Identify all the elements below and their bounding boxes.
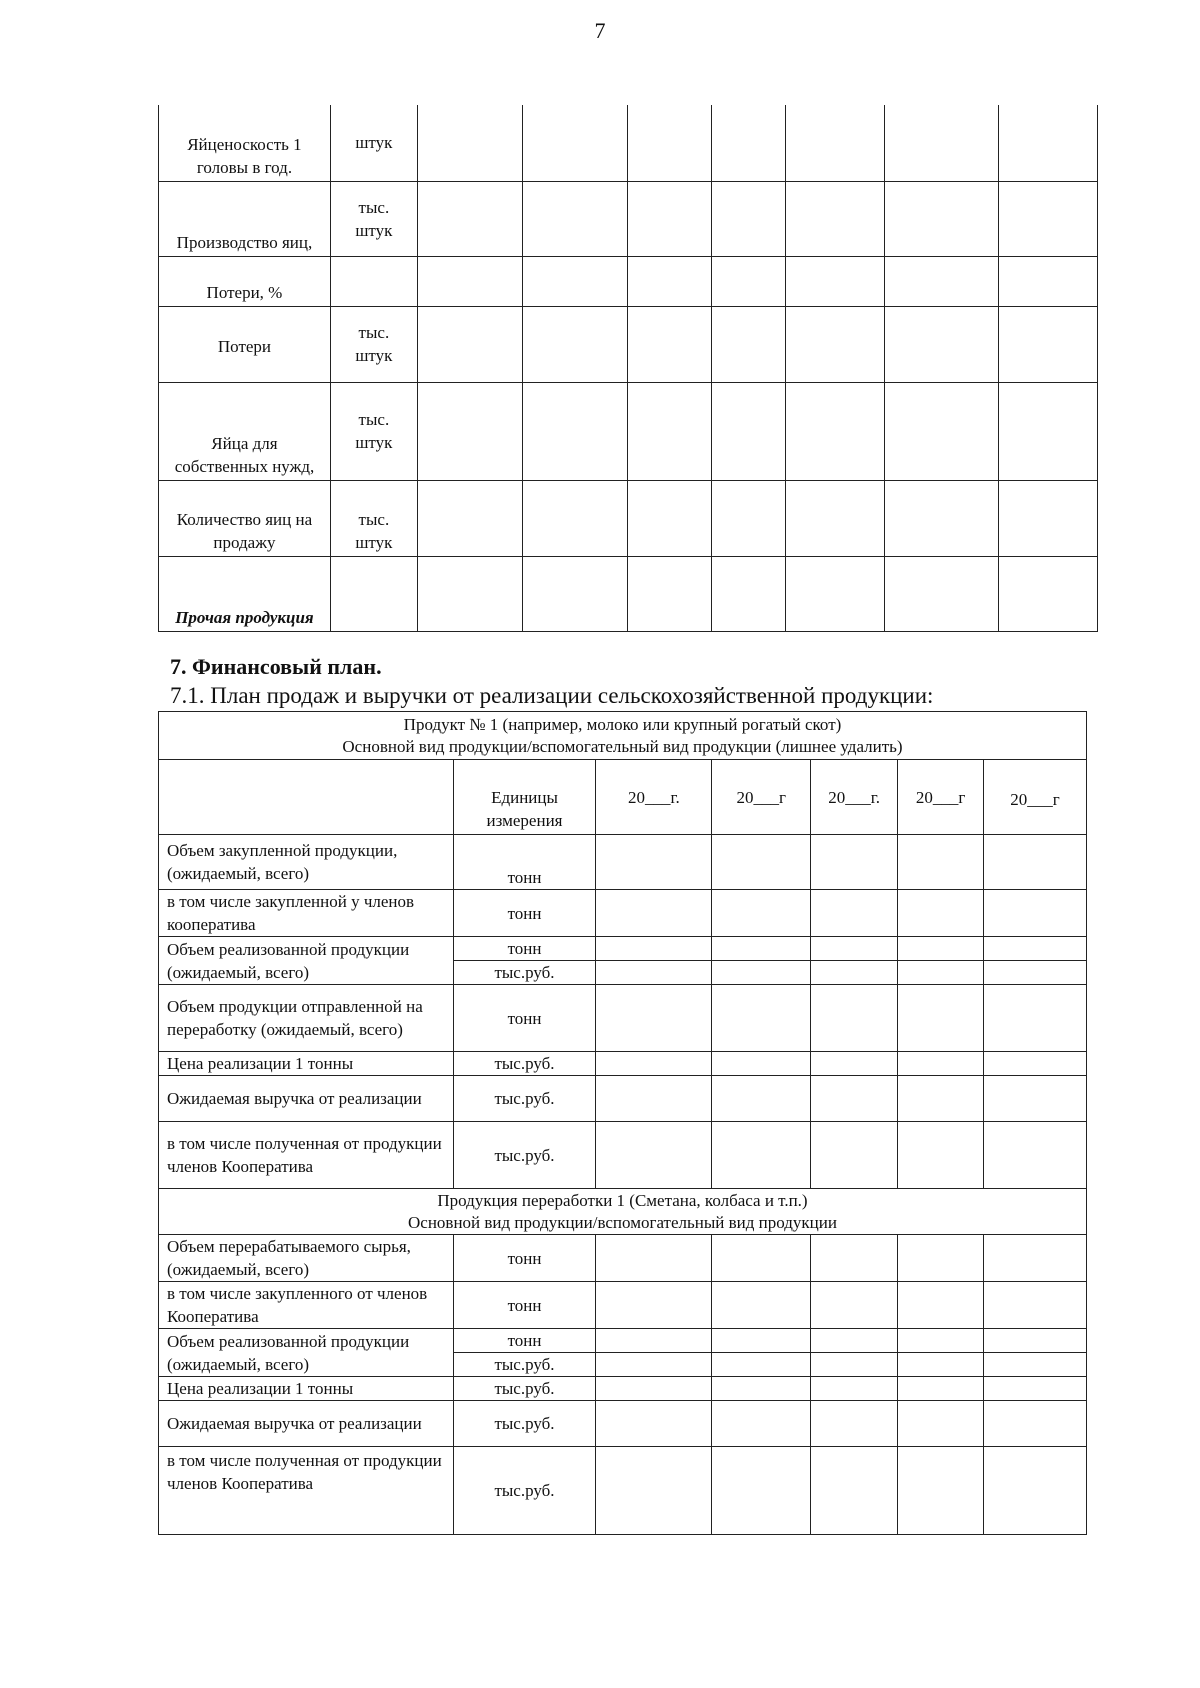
row-label: в том числе закупленного от членов Кооператива xyxy=(159,1282,454,1329)
value-cell[interactable] xyxy=(885,306,999,382)
value-cell[interactable] xyxy=(885,382,999,480)
table-row xyxy=(159,1076,1087,1122)
unit-cell: тыс.руб. xyxy=(453,1353,596,1377)
value-cell[interactable] xyxy=(999,306,1098,382)
value-cell[interactable] xyxy=(417,256,522,306)
value-cell[interactable] xyxy=(596,985,712,1052)
value-cell[interactable] xyxy=(627,105,712,181)
value-cell[interactable] xyxy=(596,1447,712,1535)
row-label: в том числе полученная от продукции членов Кооператива xyxy=(159,1122,454,1189)
value-cell[interactable] xyxy=(712,256,786,306)
value-cell[interactable] xyxy=(712,890,811,937)
row-label: Потери, % xyxy=(159,256,331,306)
table-row xyxy=(159,1052,1087,1076)
row-label: Цена реализации 1 тонны xyxy=(159,1052,454,1076)
value-cell[interactable] xyxy=(999,105,1098,181)
unit-cell: тыс.руб. xyxy=(453,1122,596,1189)
value-cell[interactable] xyxy=(898,1401,984,1447)
value-cell[interactable] xyxy=(999,480,1098,556)
value-cell[interactable] xyxy=(898,890,984,937)
value-cell[interactable] xyxy=(885,256,999,306)
value-cell[interactable] xyxy=(596,1052,712,1076)
value-cell[interactable] xyxy=(596,1235,712,1282)
value-cell[interactable] xyxy=(811,937,898,961)
value-cell[interactable] xyxy=(999,556,1098,631)
value-cell[interactable] xyxy=(712,382,786,480)
value-cell[interactable] xyxy=(786,105,885,181)
unit-cell: тонн xyxy=(453,1235,596,1282)
value-cell[interactable] xyxy=(984,1235,1087,1282)
unit-cell: тыс.руб. xyxy=(453,961,596,985)
value-cell[interactable] xyxy=(984,1377,1087,1401)
value-cell[interactable] xyxy=(712,1353,811,1377)
value-cell[interactable] xyxy=(885,556,999,631)
table-row xyxy=(159,1447,1087,1535)
value-cell[interactable] xyxy=(984,1052,1087,1076)
unit-cell: тыс.руб. xyxy=(453,1377,596,1401)
page-number: 7 xyxy=(594,18,606,43)
value-cell[interactable] xyxy=(596,961,712,985)
table-row xyxy=(159,1377,1087,1401)
value-cell[interactable] xyxy=(811,1282,898,1329)
value-cell[interactable] xyxy=(712,985,811,1052)
value-cell[interactable] xyxy=(811,1052,898,1076)
year-header[interactable]: 20___г xyxy=(898,760,984,835)
table-row xyxy=(159,1401,1087,1447)
value-cell[interactable] xyxy=(712,1377,811,1401)
value-cell[interactable] xyxy=(712,1235,811,1282)
table-row xyxy=(159,1122,1087,1189)
unit-cell: тыс.руб. xyxy=(453,1076,596,1122)
value-cell[interactable] xyxy=(898,1282,984,1329)
finance-table xyxy=(158,711,1087,1535)
value-cell[interactable] xyxy=(984,835,1087,890)
row-label: Ожидаемая выручка от реализации xyxy=(159,1076,454,1122)
value-cell[interactable] xyxy=(712,937,811,961)
value-cell[interactable] xyxy=(898,937,984,961)
value-cell[interactable] xyxy=(522,181,627,256)
unit-cell: тонн xyxy=(453,985,596,1052)
value-cell[interactable] xyxy=(712,1282,811,1329)
value-cell[interactable] xyxy=(596,1282,712,1329)
value-cell[interactable] xyxy=(811,1329,898,1353)
value-cell[interactable] xyxy=(596,1353,712,1377)
value-cell[interactable] xyxy=(898,1329,984,1353)
value-cell[interactable] xyxy=(786,256,885,306)
row-label: в том числе полученная от продукции членов Кооператива xyxy=(159,1447,454,1535)
value-cell[interactable] xyxy=(522,105,627,181)
table-row xyxy=(159,306,1098,382)
product-header xyxy=(159,712,1087,760)
row-label: Производство яиц, xyxy=(159,181,331,256)
row-label: Количество яиц на продажу xyxy=(159,480,331,556)
value-cell[interactable] xyxy=(984,1401,1087,1447)
value-cell[interactable] xyxy=(811,1401,898,1447)
value-cell[interactable] xyxy=(984,1122,1087,1189)
value-cell[interactable] xyxy=(417,181,522,256)
value-cell[interactable] xyxy=(627,306,712,382)
unit-cell: тыс.руб. xyxy=(453,1401,596,1447)
table-row xyxy=(159,556,1098,631)
row-label: Прочая продукция xyxy=(159,556,331,631)
value-cell[interactable] xyxy=(898,835,984,890)
year-header[interactable]: 20___г xyxy=(712,760,811,835)
value-cell[interactable] xyxy=(596,1122,712,1189)
value-cell[interactable] xyxy=(898,1447,984,1535)
row-label: Потери xyxy=(159,306,331,382)
unit-cell: тонн xyxy=(453,1329,596,1353)
unit-cell: тыс. штук xyxy=(330,306,417,382)
table-row xyxy=(159,382,1098,480)
processing-header-line2: Основной вид продукции/вспомогательный вид продукции xyxy=(408,1212,837,1232)
value-cell[interactable] xyxy=(999,181,1098,256)
year-header[interactable]: 20___г. xyxy=(596,760,712,835)
row-label: Объем реализованной продукции (ожидаемый, всего) xyxy=(159,937,454,985)
value-cell[interactable] xyxy=(898,1235,984,1282)
value-cell[interactable] xyxy=(712,1401,811,1447)
value-cell[interactable] xyxy=(984,890,1087,937)
value-cell[interactable] xyxy=(984,961,1087,985)
table-row xyxy=(159,1189,1087,1235)
value-cell[interactable] xyxy=(811,985,898,1052)
value-cell[interactable] xyxy=(786,480,885,556)
value-cell[interactable] xyxy=(712,1447,811,1535)
table-row xyxy=(159,105,1098,181)
value-cell[interactable] xyxy=(885,105,999,181)
unit-cell: тыс. штук xyxy=(330,382,417,480)
value-cell[interactable] xyxy=(999,256,1098,306)
value-cell[interactable] xyxy=(984,985,1087,1052)
unit-cell: тонн xyxy=(453,1282,596,1329)
value-cell[interactable] xyxy=(811,1076,898,1122)
value-cell[interactable] xyxy=(596,1329,712,1353)
value-cell[interactable] xyxy=(712,835,811,890)
value-cell[interactable] xyxy=(786,556,885,631)
processing-header xyxy=(159,1189,1087,1235)
value-cell[interactable] xyxy=(712,961,811,985)
value-cell[interactable] xyxy=(712,1076,811,1122)
value-cell[interactable] xyxy=(811,890,898,937)
header-row xyxy=(159,760,1087,835)
table-row xyxy=(159,480,1098,556)
value-cell[interactable] xyxy=(627,382,712,480)
value-cell[interactable] xyxy=(712,1122,811,1189)
row-label: в том числе закупленной у членов кооператива xyxy=(159,890,454,937)
table-row xyxy=(159,181,1098,256)
value-cell[interactable] xyxy=(898,1377,984,1401)
value-cell[interactable] xyxy=(627,556,712,631)
value-cell[interactable] xyxy=(712,556,786,631)
processing-header-line1: Продукция переработки 1 (Сметана, колбаса и т.п.) xyxy=(437,1190,808,1210)
value-cell[interactable] xyxy=(522,556,627,631)
unit-header: Единицы измерения xyxy=(453,760,596,835)
unit-cell: тонн xyxy=(453,890,596,937)
value-cell[interactable] xyxy=(712,480,786,556)
value-cell[interactable] xyxy=(984,1447,1087,1535)
value-cell[interactable] xyxy=(898,1052,984,1076)
table-row xyxy=(159,937,1087,961)
value-cell[interactable] xyxy=(811,1122,898,1189)
value-cell[interactable] xyxy=(885,181,999,256)
year-header[interactable]: 20___г xyxy=(984,760,1087,835)
value-cell[interactable] xyxy=(712,1052,811,1076)
row-label: Объем закупленной продукции, (ожидаемый, всего) xyxy=(159,835,454,890)
table-row xyxy=(159,1235,1087,1282)
empty-header-cell xyxy=(159,760,454,835)
livestock-table xyxy=(158,105,1098,632)
value-cell[interactable] xyxy=(811,1377,898,1401)
value-cell[interactable] xyxy=(627,181,712,256)
value-cell[interactable] xyxy=(417,105,522,181)
value-cell[interactable] xyxy=(596,1401,712,1447)
unit-cell: тонн xyxy=(453,835,596,890)
row-label: Цена реализации 1 тонны xyxy=(159,1377,454,1401)
value-cell[interactable] xyxy=(596,890,712,937)
unit-cell: тыс.руб. xyxy=(453,1052,596,1076)
value-cell[interactable] xyxy=(786,181,885,256)
value-cell[interactable] xyxy=(984,1282,1087,1329)
value-cell[interactable] xyxy=(417,306,522,382)
value-cell[interactable] xyxy=(898,1353,984,1377)
value-cell[interactable] xyxy=(596,835,712,890)
value-cell[interactable] xyxy=(522,382,627,480)
value-cell[interactable] xyxy=(596,1377,712,1401)
section-title: 7. Финансовый план. xyxy=(170,654,382,679)
value-cell[interactable] xyxy=(786,382,885,480)
unit-cell: тыс. штук xyxy=(330,181,417,256)
unit-cell: тыс.руб. xyxy=(453,1447,596,1535)
value-cell[interactable] xyxy=(596,1076,712,1122)
value-cell[interactable] xyxy=(522,480,627,556)
table-row xyxy=(159,1329,1087,1353)
value-cell[interactable] xyxy=(417,556,522,631)
value-cell[interactable] xyxy=(898,1076,984,1122)
value-cell[interactable] xyxy=(811,1447,898,1535)
value-cell[interactable] xyxy=(712,181,786,256)
value-cell[interactable] xyxy=(596,937,712,961)
year-header[interactable]: 20___г. xyxy=(811,760,898,835)
row-label: Объем перерабатываемого сырья, (ожидаемый, всего) xyxy=(159,1235,454,1282)
row-label: Яйценоскость 1 головы в год. xyxy=(159,105,331,181)
section-subtitle: 7.1. План продаж и выручки от реализации сельскохозяйственной продукции: xyxy=(170,683,934,708)
unit-cell: тонн xyxy=(453,937,596,961)
value-cell[interactable] xyxy=(522,306,627,382)
value-cell[interactable] xyxy=(627,256,712,306)
unit-cell: тыс. штук xyxy=(330,480,417,556)
value-cell[interactable] xyxy=(417,382,522,480)
unit-cell xyxy=(330,556,417,631)
value-cell[interactable] xyxy=(522,256,627,306)
value-cell[interactable] xyxy=(885,480,999,556)
value-cell[interactable] xyxy=(786,306,885,382)
value-cell[interactable] xyxy=(898,1122,984,1189)
table-row xyxy=(159,985,1087,1052)
table-row xyxy=(159,1282,1087,1329)
product-header-line1: Продукт № 1 (например, молоко или крупный рогатый скот) xyxy=(403,714,842,734)
unit-cell xyxy=(330,256,417,306)
value-cell[interactable] xyxy=(984,1353,1087,1377)
value-cell[interactable] xyxy=(898,985,984,1052)
unit-cell: штук xyxy=(330,105,417,181)
table-row xyxy=(159,256,1098,306)
table-row xyxy=(159,890,1087,937)
value-cell[interactable] xyxy=(712,306,786,382)
row-label: Объем реализованной продукции (ожидаемый, всего) xyxy=(159,1329,454,1377)
value-cell[interactable] xyxy=(417,480,522,556)
value-cell[interactable] xyxy=(811,1235,898,1282)
value-cell[interactable] xyxy=(811,835,898,890)
row-label: Объем продукции отправленной на переработку (ожидаемый, всего) xyxy=(159,985,454,1052)
row-label: Яйца для собственных нужд, xyxy=(159,382,331,480)
table-row xyxy=(159,835,1087,890)
value-cell[interactable] xyxy=(712,105,786,181)
value-cell[interactable] xyxy=(712,1329,811,1353)
value-cell[interactable] xyxy=(811,961,898,985)
value-cell[interactable] xyxy=(984,1329,1087,1353)
value-cell[interactable] xyxy=(811,1353,898,1377)
value-cell[interactable] xyxy=(627,480,712,556)
table-row xyxy=(159,712,1087,760)
value-cell[interactable] xyxy=(999,382,1098,480)
value-cell[interactable] xyxy=(984,937,1087,961)
value-cell[interactable] xyxy=(984,1076,1087,1122)
row-label: Ожидаемая выручка от реализации xyxy=(159,1401,454,1447)
product-header-line2: Основной вид продукции/вспомогательный вид продукции (лишнее удалить) xyxy=(342,736,903,756)
value-cell[interactable] xyxy=(898,961,984,985)
